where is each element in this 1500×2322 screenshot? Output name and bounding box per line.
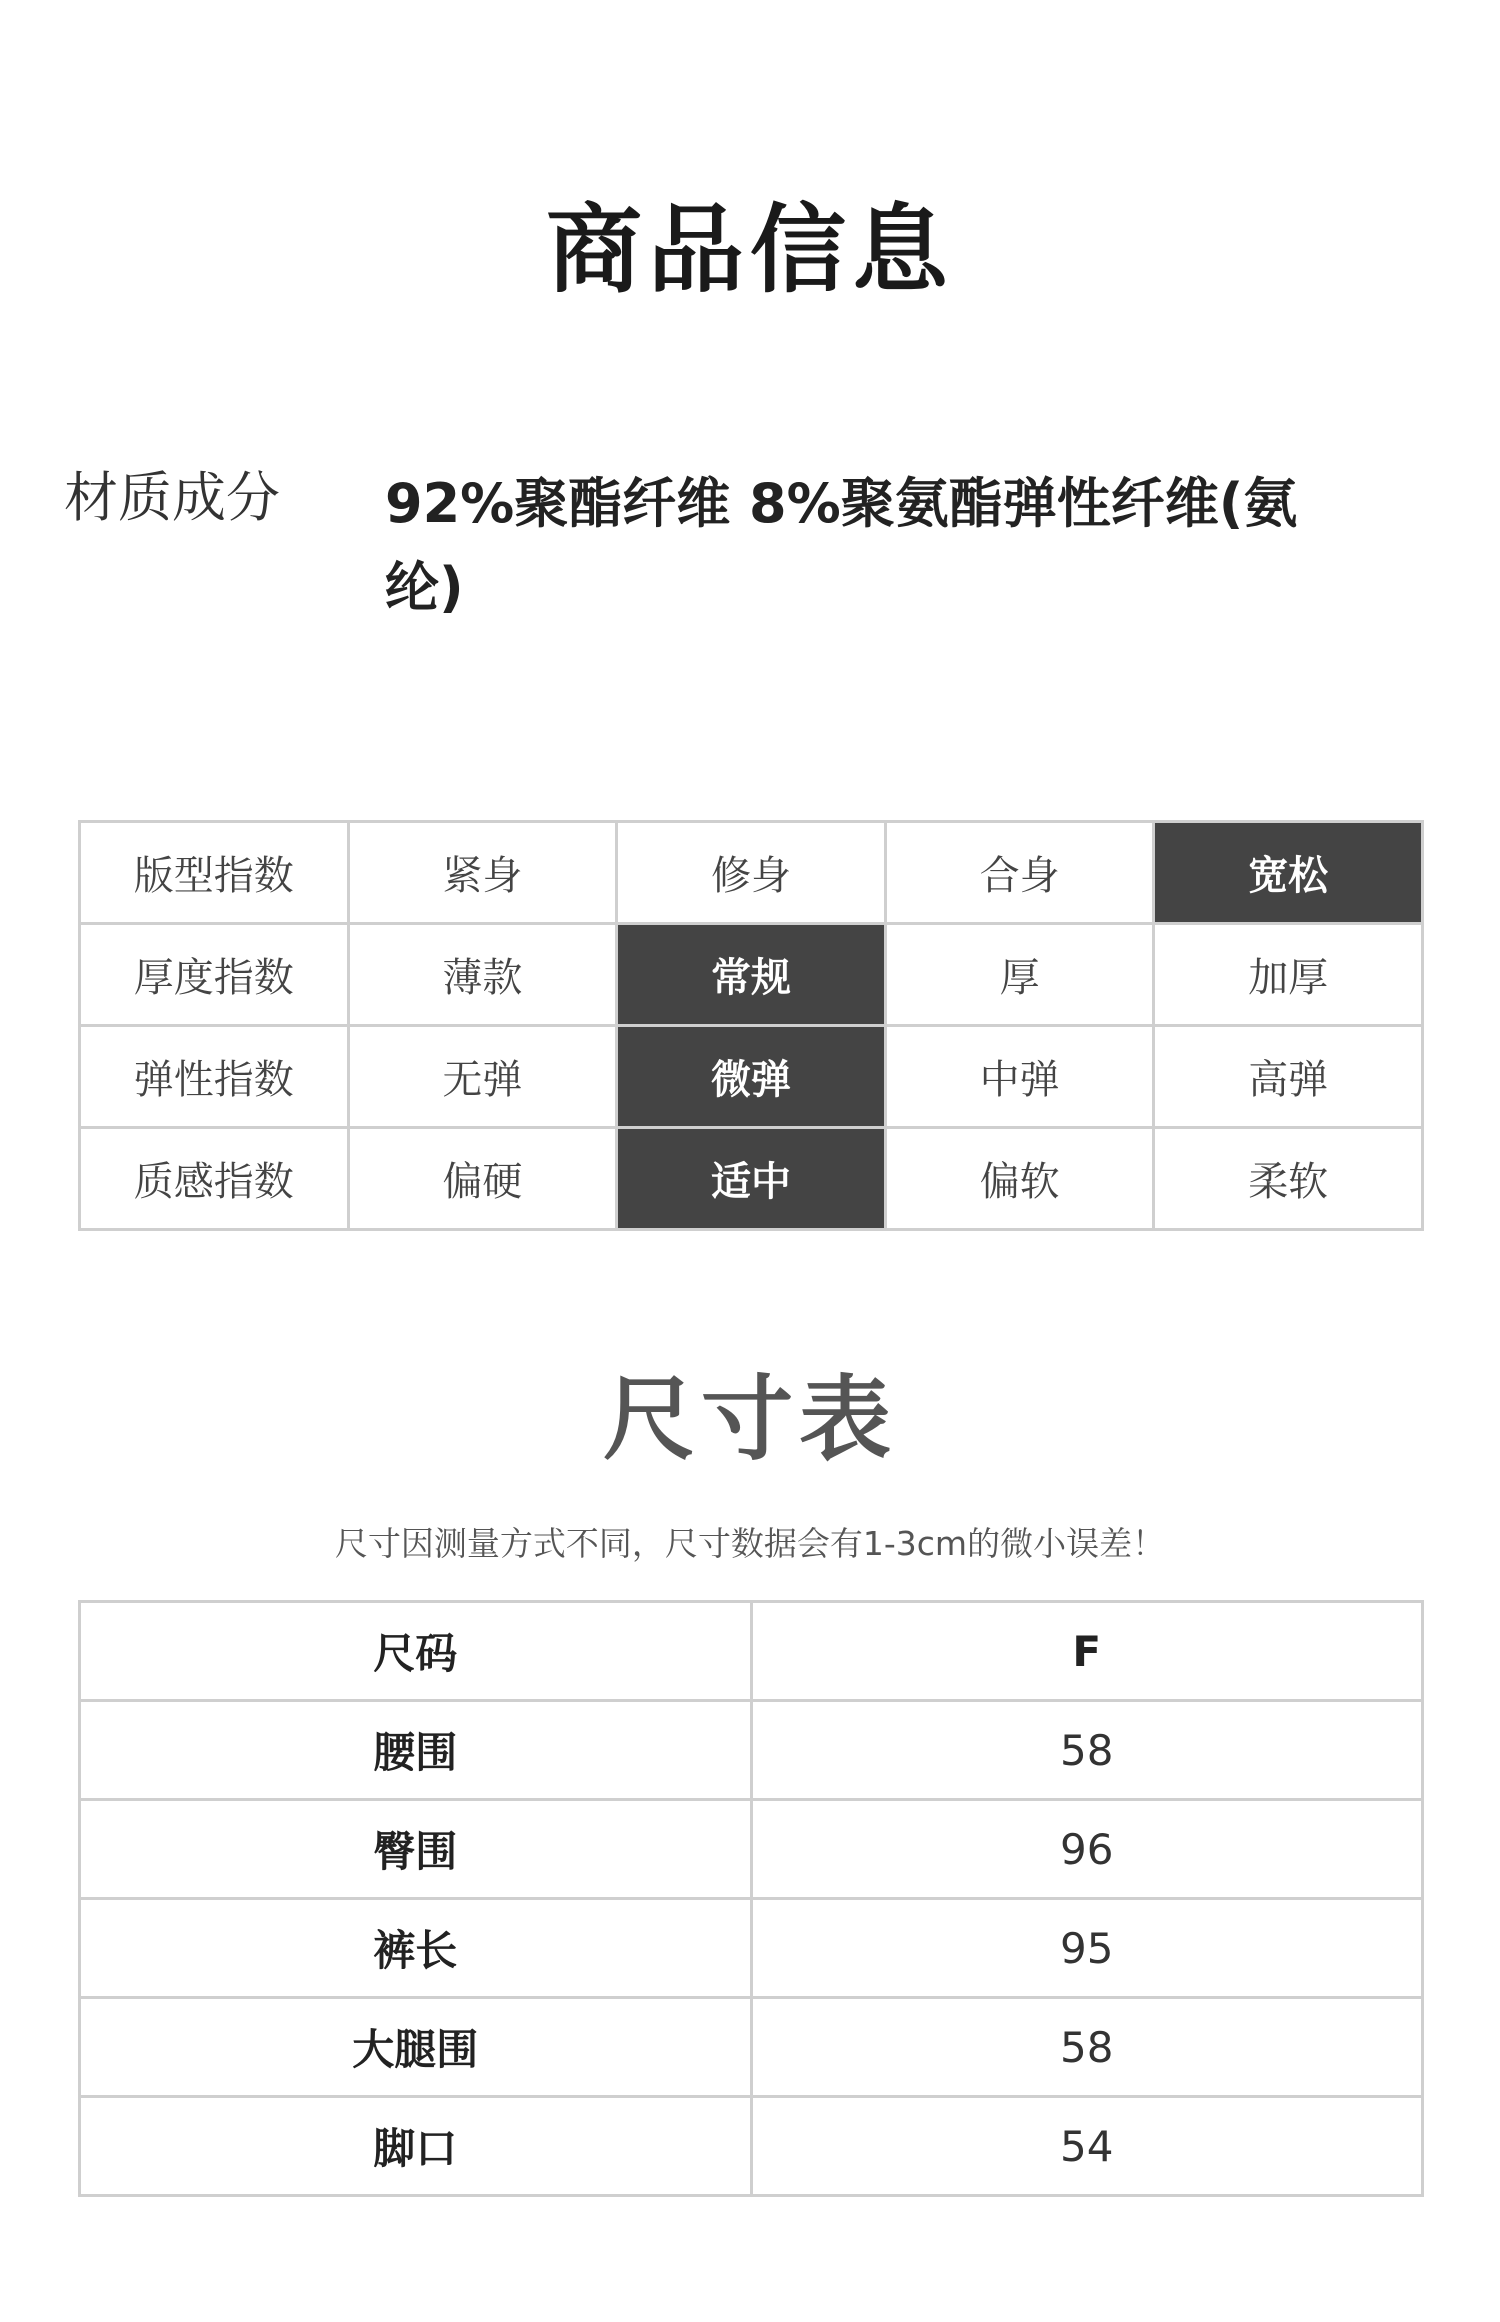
texture-index-label: 质感指数 [80,1128,349,1230]
size-row-thigh [80,1998,1423,2097]
thickness-index-row [80,924,1423,1026]
size-row-value: 58 [751,1701,1423,1800]
material-value: 92%聚酯纤维 8%聚氨酯弹性纤维(氨纶) [385,472,1298,619]
material-label: 材质成分 [64,466,280,529]
texture-option: 偏软 [885,1128,1154,1230]
texture-option-selected: 适中 [617,1128,886,1230]
size-row-label: 脚口 [80,2097,752,2196]
thickness-option: 厚 [885,924,1154,1026]
size-chart-title: 尺寸表 [602,1366,897,1473]
fit-option: 合身 [885,822,1154,924]
size-header-label: 尺码 [80,1602,752,1701]
fit-index-label: 版型指数 [80,822,349,924]
size-chart-table [78,1600,1424,2197]
size-row-label: 大腿围 [80,1998,752,2097]
size-header-row [80,1602,1423,1701]
elasticity-option: 中弹 [885,1026,1154,1128]
thickness-option: 加厚 [1154,924,1423,1026]
fit-index-row [80,822,1423,924]
texture-index-row [80,1128,1423,1230]
fit-option-selected: 宽松 [1154,822,1423,924]
elasticity-index-row [80,1026,1423,1128]
size-row-value: 96 [751,1800,1423,1899]
size-chart-note: 尺寸因测量方式不同，尺寸数据会有1-3cm的微小误差！ [334,1524,1166,1563]
elasticity-option: 无弹 [348,1026,617,1128]
fit-option: 紧身 [348,822,617,924]
size-row-label: 臀围 [80,1800,752,1899]
elasticity-option-selected: 微弹 [617,1026,886,1128]
fit-index-table [78,820,1424,1231]
size-row-label: 裤长 [80,1899,752,1998]
size-row-value: 95 [751,1899,1423,1998]
thickness-index-label: 厚度指数 [80,924,349,1026]
size-row-waist [80,1701,1423,1800]
size-row-label: 腰围 [80,1701,752,1800]
elasticity-index-label: 弹性指数 [80,1026,349,1128]
elasticity-option: 高弹 [1154,1026,1423,1128]
product-info-title: 商品信息 [546,194,954,306]
size-header-value: F [751,1602,1423,1701]
size-row-hip [80,1800,1423,1899]
texture-option: 偏硬 [348,1128,617,1230]
size-row-value: 58 [751,1998,1423,2097]
thickness-option: 薄款 [348,924,617,1026]
size-row-hem [80,2097,1423,2196]
size-row-length [80,1899,1423,1998]
texture-option: 柔软 [1154,1128,1423,1230]
fit-option: 修身 [617,822,886,924]
size-row-value: 54 [751,2097,1423,2196]
thickness-option-selected: 常规 [617,924,886,1026]
